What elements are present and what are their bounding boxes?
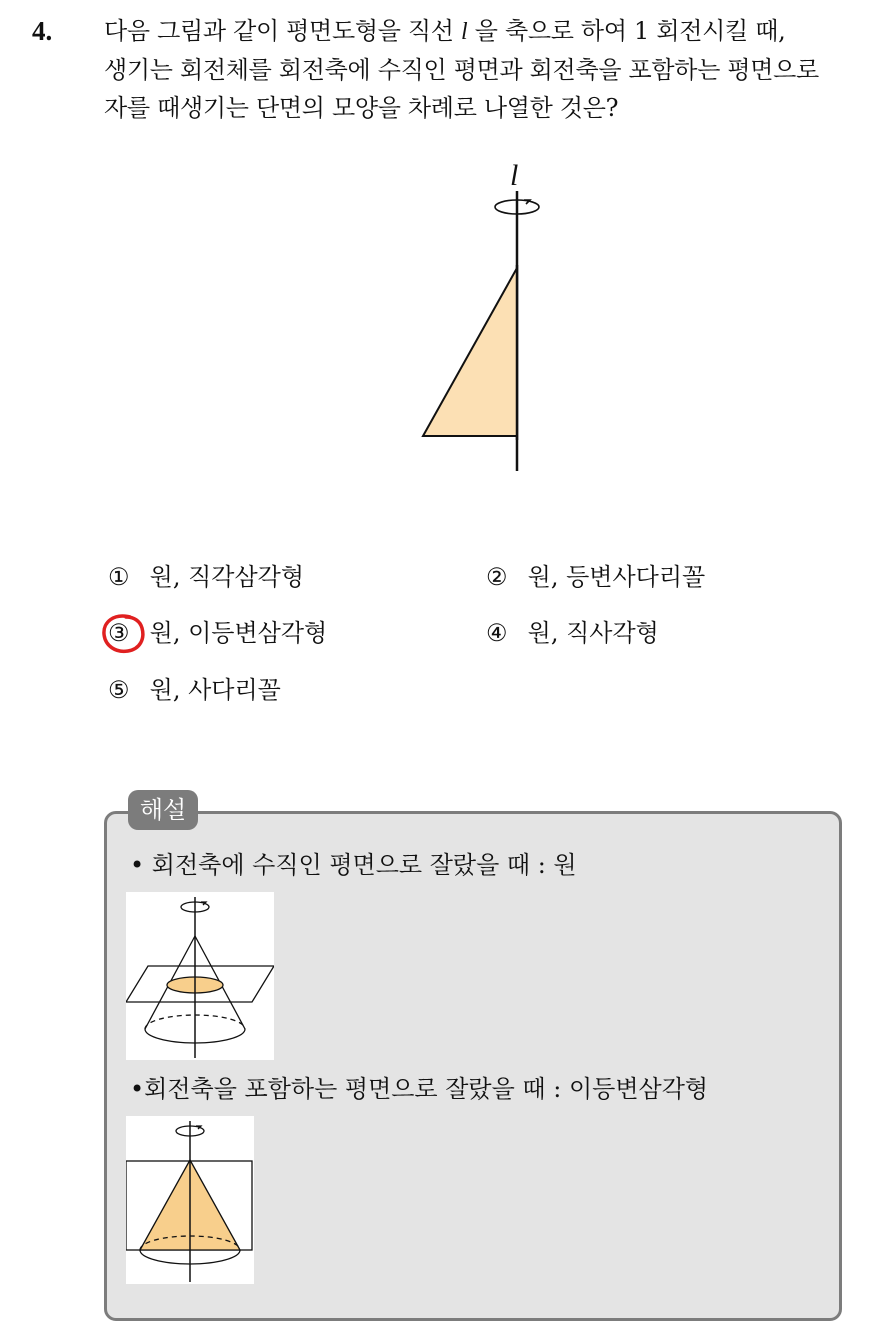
axis-label: l [510, 159, 519, 192]
question-line-1-end: 을 축으로 하여 1 회전시킬 때, [467, 17, 786, 45]
choice-4-text: 원, 직사각형 [527, 619, 659, 647]
cone-horizontal-cut-figure [126, 892, 274, 1060]
question-number: 4. [32, 16, 53, 46]
explanation-tab: 해설 [128, 790, 198, 830]
choice-2-number: ② [486, 563, 508, 591]
choice-3-number: ③ [108, 619, 130, 647]
choice-4[interactable] [486, 616, 659, 650]
answer-mark-icon [100, 612, 148, 656]
question-line-1 [104, 12, 866, 51]
choice-1-number: ① [108, 563, 130, 591]
choice-5-number: ⑤ [108, 676, 130, 704]
choice-2[interactable] [486, 560, 705, 594]
choice-3-text: 원, 이등변삼각형 [149, 619, 328, 647]
choice-4-number: ④ [486, 619, 508, 647]
axis-variable: l [461, 19, 468, 45]
choice-5-text: 원, 사다리꼴 [149, 676, 281, 704]
triangle-left-part [420, 265, 520, 440]
choice-2-text: 원, 등변사다리꼴 [527, 563, 706, 591]
choice-1-text: 원, 직각삼각형 [149, 563, 305, 591]
choice-1[interactable] [108, 560, 304, 594]
question-line-2: 생기는 회전체를 회전축에 수직인 평면과 회전축을 포함하는 평면으로 [104, 56, 819, 84]
explanation-bullet-2: •회전축을 포함하는 평면으로 잘랐을 때 : 이등변삼각형 [130, 1075, 709, 1103]
rotation-arrowhead-icon [524, 200, 530, 204]
question-text [104, 12, 866, 127]
question-line-3: 자를 때생기는 단면의 모양을 차례로 나열한 것은? [104, 94, 619, 122]
choice-5[interactable] [108, 673, 281, 707]
question-line-1-start: 다음 그림과 같이 평면도형을 직선 [104, 17, 462, 45]
explanation-bullet-1: • 회전축에 수직인 평면으로 잘랐을 때 : 원 [130, 851, 577, 879]
cone-vertical-cut-figure [126, 1116, 254, 1284]
